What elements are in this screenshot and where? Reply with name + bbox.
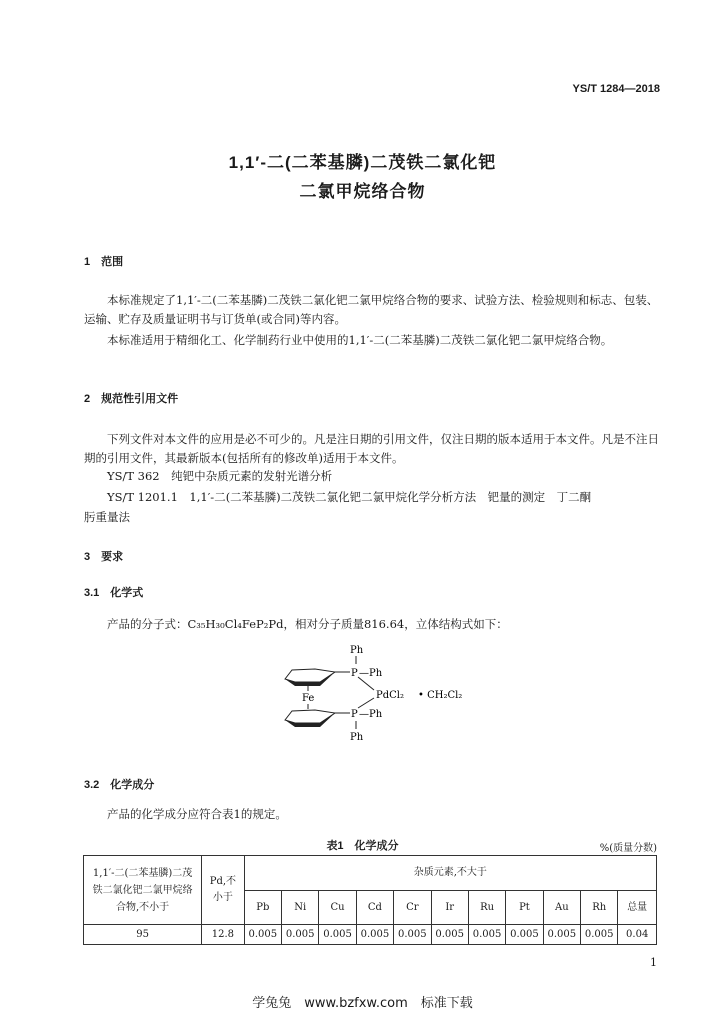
table-unit: %(质量分数) [599, 843, 657, 854]
pdcl2-label: PdCl₂ [376, 690, 404, 701]
page-number: 1 [650, 956, 657, 969]
header-element: Cu [319, 891, 356, 925]
section-1-paragraph-2: 本标准适用于精细化工、化学制药行业中使用的1,1′-二(二苯基膦)二茂铁二氯化钯二氯甲烷络合物。 [107, 333, 613, 347]
header-element: Ni [282, 891, 319, 925]
table-row [84, 925, 657, 945]
header-element: Pt [506, 891, 543, 925]
cell-value: 0.005 [356, 925, 393, 945]
chemical-composition-table [83, 855, 657, 945]
footer-watermark: 学兔兔 www.bzfxw.com 标准下载 [252, 996, 473, 1011]
header-element: Ru [468, 891, 505, 925]
structure-drawing [270, 642, 490, 762]
header-element: Ir [431, 891, 468, 925]
molecular-formula-text: 产品的分子式：C₃₅H₃₀Cl₄FeP₂Pd，相对分子质量816.64，立体结构式如下： [107, 617, 508, 631]
header-element: 总量 [618, 891, 657, 925]
cell-value: 0.005 [282, 925, 319, 945]
cell-value: 0.005 [468, 925, 505, 945]
section-3-1-heading: 3.1 化学式 [84, 587, 144, 599]
ph-bottom-right: —Ph [359, 709, 383, 720]
section-2-paragraph: 下列文件对本文件的应用是必不可少的。凡是注日期的引用文件，仅注日期的版本适用于本文件。凡是不注日期的引用文件，其最新版本(包括所有的修改单)适用于本文件。 [84, 432, 659, 465]
p-bottom: P [351, 709, 358, 720]
normative-reference-1: YS/T 362 纯钯中杂质元素的发射光谱分析 [107, 469, 333, 483]
cell-value: 0.005 [431, 925, 468, 945]
header-element: Rh [581, 891, 618, 925]
cell-value: 0.005 [543, 925, 580, 945]
header-element: Cd [356, 891, 393, 925]
section-3-heading: 3 要求 [84, 551, 124, 563]
cell-pd: 12.8 [202, 925, 244, 945]
cell-value: 0.005 [244, 925, 281, 945]
cell-value: 0.04 [618, 925, 657, 945]
ph-top-right: —Ph [359, 668, 383, 679]
document-title-line2: 二氯甲烷络合物 [299, 182, 426, 201]
cell-value: 0.005 [319, 925, 356, 945]
header-element: Pb [244, 891, 281, 925]
p-top: P [351, 668, 358, 679]
chemical-composition-text: 产品的化学成分应符合表1的规定。 [107, 807, 287, 821]
header-element: Cr [394, 891, 431, 925]
section-1-paragraph-1: 本标准规定了1,1′-二(二苯基膦)二茂铁二氯化钯二氯甲烷络合物的要求、试验方法、检验规则和标志、包装、运输、贮存及质量证明书与订货单(或合同)等内容。 [84, 293, 659, 326]
cp-ring-top [285, 669, 335, 682]
ch2cl2-label: • CH₂Cl₂ [418, 690, 463, 701]
document-title-line1: 1,1′-二(二苯基膦)二茂铁二氯化钯 [228, 153, 497, 172]
cell-value: 0.005 [394, 925, 431, 945]
fe-label: Fe [302, 693, 315, 704]
section-3-2-heading: 3.2 化学成分 [84, 779, 155, 791]
standard-code: YS/T 1284—2018 [572, 83, 660, 95]
table-caption: 表1 化学成分 [326, 840, 399, 852]
header-element: Au [543, 891, 580, 925]
ph-bottom: Ph [350, 732, 364, 743]
section-2-heading: 2 规范性引用文件 [84, 393, 179, 405]
header-product: 1,1′-二(二苯基膦)二茂铁二氯化钯二氯甲烷络合物,不小于 [84, 856, 202, 925]
cp-ring-bottom [285, 710, 335, 723]
header-impurity: 杂质元素,不大于 [244, 856, 656, 891]
section-1-heading: 1 范围 [84, 256, 124, 268]
cell-product: 95 [84, 925, 202, 945]
header-pd: Pd,不小于 [202, 856, 244, 925]
normative-reference-2: YS/T 1201.1 1,1′-二(二苯基膦)二茂铁二氯化钯二氯甲烷化学分析方法 钯量的测定 丁二酮 [107, 490, 592, 504]
cell-value: 0.005 [581, 925, 618, 945]
structural-formula [270, 642, 490, 762]
normative-reference-2-cont: 肟重量法 [84, 510, 130, 524]
p-pd-bond-bottom [358, 698, 374, 708]
ph-top: Ph [350, 645, 364, 656]
cell-value: 0.005 [506, 925, 543, 945]
